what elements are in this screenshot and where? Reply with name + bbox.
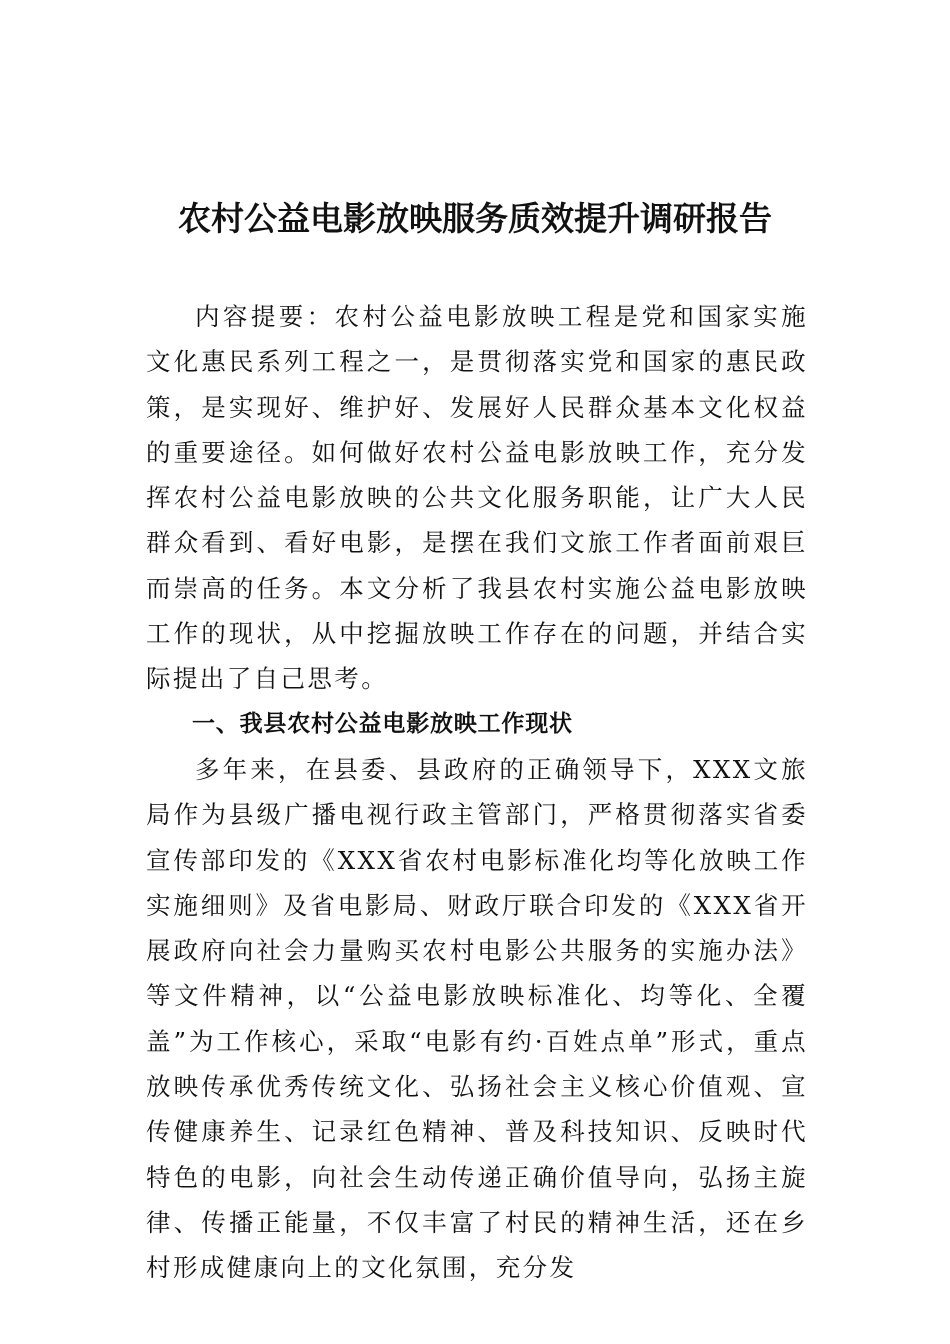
document-title: 农村公益电影放映服务质效提升调研报告	[178, 199, 772, 238]
abstract-paragraph: 内容提要：农村公益电影放映工程是党和国家实施文化惠民系列工程之一，是贯彻落实党和国家的惠民政策，是实现好、维护好、发展好人民群众基本文化权益的重要途径。如何做好农村公益电影放映工作，充分发挥农村公益电影放映的公共文化服务职能，让广大人民群众看到、看好电影，是摆在我们文旅工作者面前艰巨而崇高的任务。本文分析了我县农村实施公益电影放映工作的现状，从中挖掘放映工作存在的问题，并结合实际提出了自己思考。	[146, 302, 808, 694]
section-heading: 一、我县农村公益电影放映工作现状	[192, 710, 573, 737]
section-paragraph: 多年来，在县委、县政府的正确领导下，XXX文旅局作为县级广播电视行政主管部门，严格贯彻落实省委宣传部印发的《XXX省农村电影标准化均等化放映工作实施细则》及省电影局、财政厅联合印发的《XXX省开展政府向社会力量购买农村电影公共服务的实施办法》等文件精神，以“公益电影放映标准化、均等化、全覆盖”为工作核心，采取“电影有约·百姓点单”形式，重点放映传承优秀传统文化、弘扬社会主义核心价值观、宣传健康养生、记录红色精神、普及科技知识、反映时代特色的电影，向社会生动传递正确价值导向，弘扬主旋律、传播正能量，不仅丰富了村民的精神生活，还在乡村形成健康向上的文化氛围，充分发	[146, 754, 808, 1283]
document-body	[146, 294, 808, 1291]
